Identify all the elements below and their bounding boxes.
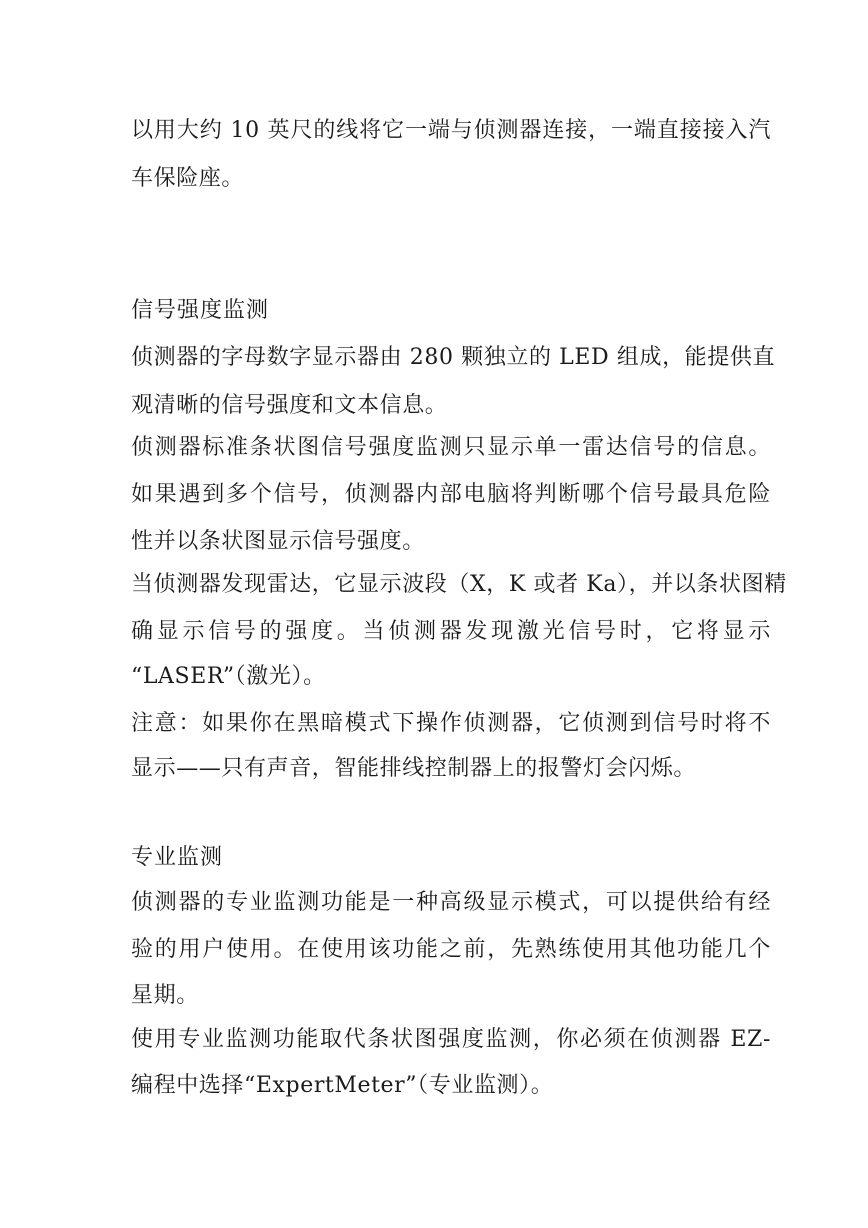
- expert-paragraph-1-line-3: 星期。: [131, 983, 199, 1008]
- section-heading-signal-strength: 信号强度监测: [131, 298, 270, 323]
- signal-paragraph-3-line-1: 如果遇到多个信号，侦测器内部电脑将判断哪个信号最具危险: [131, 482, 771, 507]
- signal-paragraph-1-line-1: 侦测器的字母数字显示器由 280 颗独立的 LED 组成，能提供直: [131, 345, 776, 370]
- signal-paragraph-2-line-1: 侦测器标准条状图信号强度监测只显示单一雷达信号的信息。: [131, 435, 771, 460]
- section-heading-expert-meter: 专业监测: [131, 845, 224, 870]
- signal-paragraph-4-line-1: 当侦测器发现雷达，它显示波段（X，K 或者 Ka），并以条状图精: [131, 572, 787, 597]
- signal-paragraph-1-line-2: 观清晰的信号强度和文本信息。: [131, 393, 448, 418]
- expert-paragraph-1-line-1: 侦测器的专业监测功能是一种高级显示模式，可以提供给有经: [131, 890, 771, 915]
- signal-paragraph-5-line-2: 显示——只有声音，智能排线控制器上的报警灯会闪烁。: [131, 756, 697, 781]
- intro-line-2: 车保险座。: [131, 166, 245, 191]
- signal-paragraph-5-line-1: 注意：如果你在黑暗模式下操作侦测器，它侦测到信号时将不: [131, 711, 771, 736]
- signal-paragraph-4-line-2: 确显示信号的强度。当侦测器发现激光信号时，它将显示: [131, 619, 771, 644]
- expert-paragraph-2-line-1: 使用专业监测功能取代条状图强度监测，你必须在侦测器 EZ-: [131, 1027, 771, 1052]
- expert-paragraph-2-line-2: 编程中选择“ExpertMeter”（专业监测）。: [131, 1073, 554, 1098]
- expert-paragraph-1-line-2: 验的用户使用。在使用该功能之前，先熟练使用其他功能几个: [131, 937, 771, 962]
- intro-line-1: 以用大约 10 英尺的线将它一端与侦测器连接，一端直接接入汽: [131, 118, 771, 143]
- signal-paragraph-4-line-3: “LASER”（激光）。: [131, 664, 326, 689]
- signal-paragraph-3-line-2: 性并以条状图显示信号强度。: [131, 529, 425, 554]
